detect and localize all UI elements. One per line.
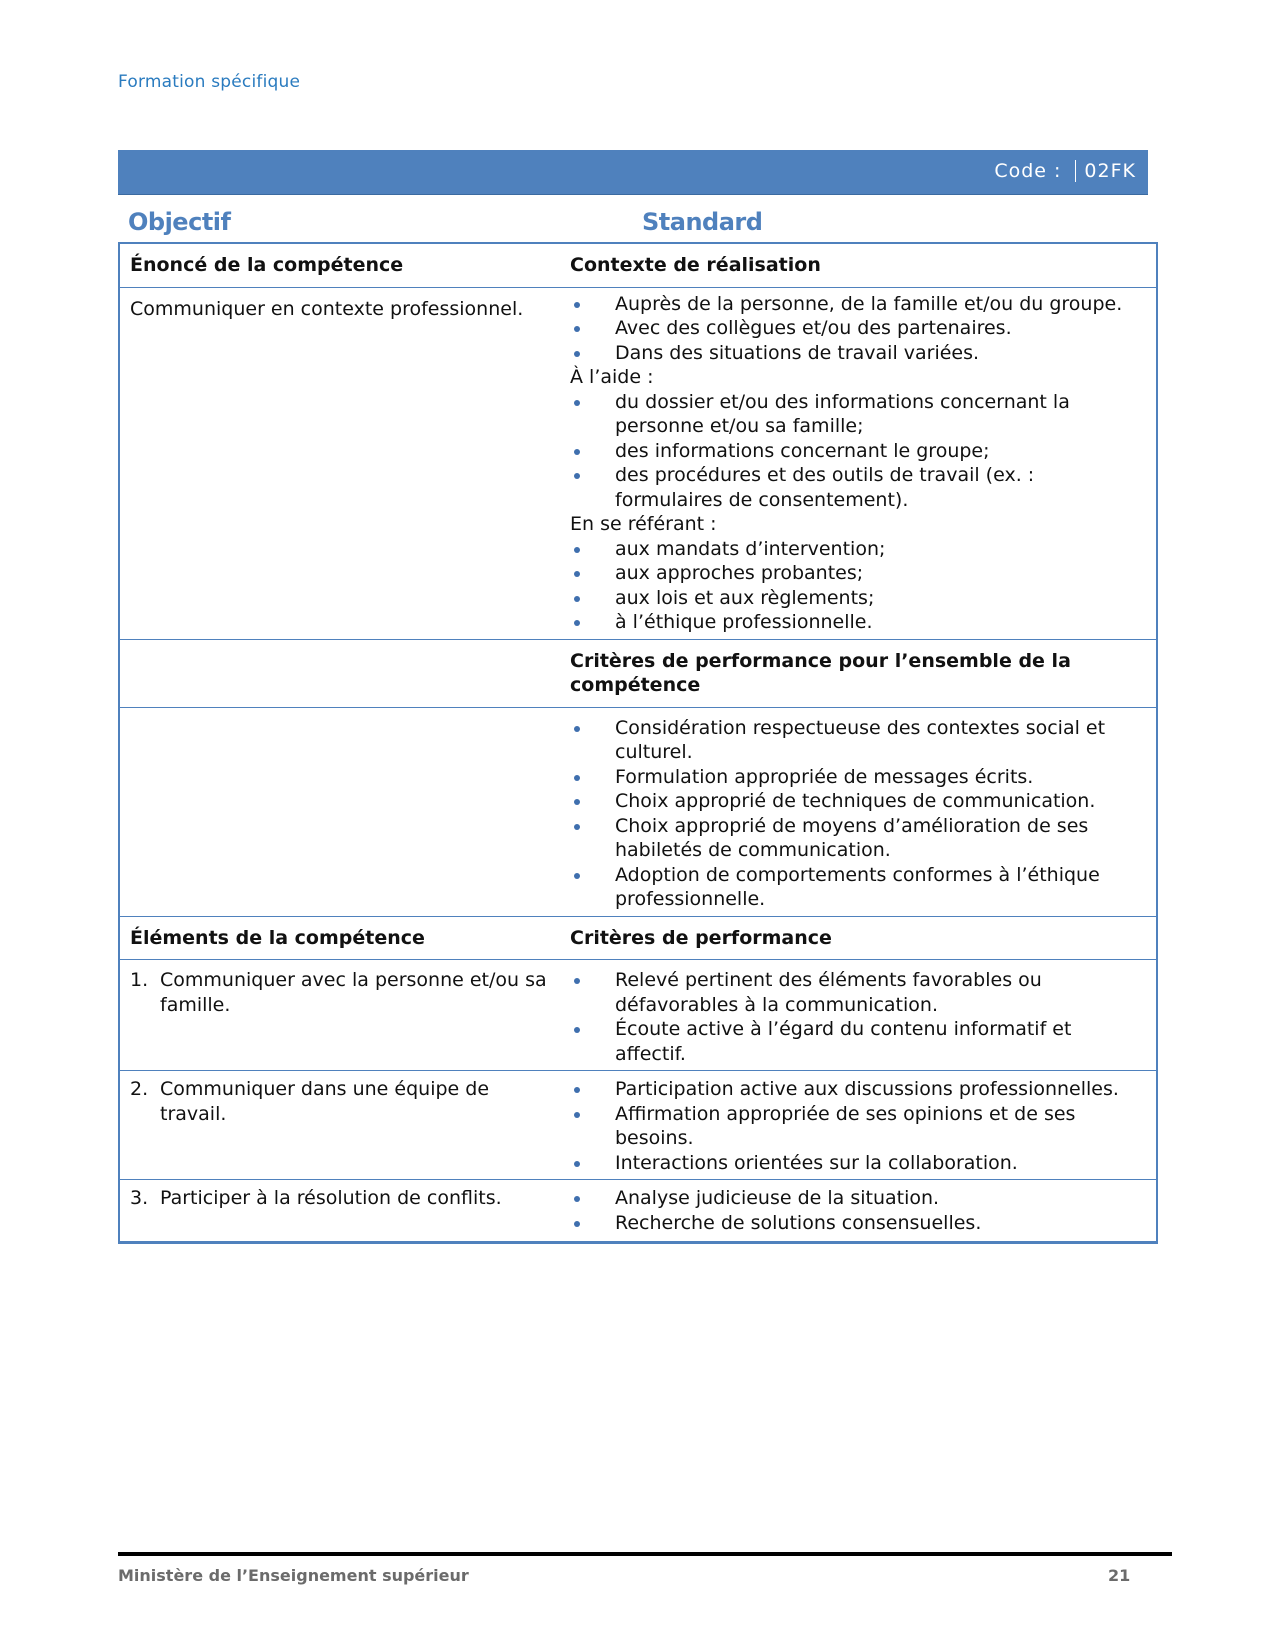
context-label-c: En se référant :	[570, 513, 717, 535]
page-number: 21	[1108, 1566, 1131, 1585]
element-list	[130, 968, 550, 1017]
element-item	[130, 1186, 550, 1211]
table-row	[119, 287, 1157, 639]
list-item: du dossier et/ou des informations concernant la personne et/ou sa famille;	[570, 390, 1146, 439]
competency-statement: Communiquer en contexte professionnel.	[119, 287, 560, 639]
overall-criteria-list	[570, 716, 1146, 912]
empty-cell	[119, 707, 560, 916]
element-text: Participer à la résolution de conflits.	[160, 1187, 502, 1209]
section-headings	[118, 208, 1158, 242]
context-list-b	[570, 390, 1146, 513]
context-cell	[560, 287, 1157, 639]
list-item: aux approches probantes;	[570, 561, 1146, 586]
element-list	[130, 1077, 550, 1126]
list-item: Affirmation appropriée de ses opinions et de ses besoins.	[570, 1102, 1146, 1151]
list-item: Adoption de comportements conformes à l’éthique professionnelle.	[570, 863, 1146, 912]
statement-header: Énoncé de la compétence	[119, 243, 560, 287]
list-item: Recherche de solutions consensuelles.	[570, 1211, 1146, 1236]
list-item: Interactions orientées sur la collaboration.	[570, 1151, 1146, 1176]
list-item: Participation active aux discussions professionnelles.	[570, 1077, 1146, 1102]
code-value: 02FK	[1075, 160, 1136, 182]
element-number: 2.	[130, 1078, 149, 1100]
list-item: des informations concernant le groupe;	[570, 439, 1146, 464]
table-header-row	[119, 243, 1157, 287]
context-header: Contexte de réalisation	[560, 243, 1157, 287]
element-criteria-list	[570, 1186, 1146, 1235]
list-item: Analyse judicieuse de la situation.	[570, 1186, 1146, 1211]
list-item: Choix approprié de techniques de communication.	[570, 789, 1146, 814]
list-item: Formulation appropriée de messages écrits.	[570, 765, 1146, 790]
running-header-title: Formation spécifique	[118, 72, 301, 92]
competency-table	[118, 242, 1158, 1244]
element-text: Communiquer avec la personne et/ou sa famille.	[160, 969, 547, 1016]
table-row	[119, 1180, 1157, 1243]
code-field	[994, 160, 1136, 182]
list-item: Avec des collègues et/ou des partenaires.	[570, 316, 1146, 341]
element-number: 3.	[130, 1187, 149, 1209]
objective-heading: Objectif	[128, 208, 231, 236]
element-criteria-cell	[560, 1071, 1157, 1180]
list-item: Relevé pertinent des éléments favorables ou défavorables à la communication.	[570, 968, 1146, 1017]
element-cell	[119, 960, 560, 1071]
list-item: Dans des situations de travail variées.	[570, 341, 1146, 366]
list-item: à l’éthique professionnelle.	[570, 610, 1146, 635]
code-label: Code :	[994, 160, 1062, 182]
table-header-row	[119, 916, 1157, 960]
element-criteria-list	[570, 968, 1146, 1066]
overall-criteria-cell	[560, 707, 1157, 916]
list-item: Écoute active à l’égard du contenu informatif et affectif.	[570, 1017, 1146, 1066]
list-item: Considération respectueuse des contextes social et culturel.	[570, 716, 1146, 765]
list-item: aux mandats d’intervention;	[570, 537, 1146, 562]
element-list	[130, 1186, 550, 1211]
table-header-row	[119, 639, 1157, 707]
element-cell	[119, 1180, 560, 1243]
empty-cell	[119, 639, 560, 707]
standard-heading: Standard	[642, 208, 763, 236]
element-item	[130, 1077, 550, 1126]
list-item: Auprès de la personne, de la famille et/ou du groupe.	[570, 292, 1146, 317]
elements-header: Éléments de la compétence	[119, 916, 560, 960]
criteria-header: Critères de performance	[560, 916, 1157, 960]
overall-criteria-header: Critères de performance pour l’ensemble de la compétence	[560, 639, 1157, 707]
context-list-a	[570, 292, 1146, 366]
context-label-b: À l’aide :	[570, 366, 654, 388]
element-cell	[119, 1071, 560, 1180]
table-row	[119, 707, 1157, 916]
element-item	[130, 968, 550, 1017]
element-criteria-cell	[560, 1180, 1157, 1243]
list-item: Choix approprié de moyens d’amélioration de ses habiletés de communication.	[570, 814, 1146, 863]
table-row	[119, 960, 1157, 1071]
element-text: Communiquer dans une équipe de travail.	[160, 1078, 490, 1125]
table-row	[119, 1071, 1157, 1180]
element-criteria-list	[570, 1077, 1146, 1175]
list-item: aux lois et aux règlements;	[570, 586, 1146, 611]
footer-publisher: Ministère de l’Enseignement supérieur	[118, 1566, 469, 1585]
context-list-c	[570, 537, 1146, 635]
element-number: 1.	[130, 969, 149, 991]
code-banner	[118, 150, 1148, 195]
list-item: des procédures et des outils de travail (ex. : formulaires de consentement).	[570, 463, 1146, 512]
footer-divider	[118, 1552, 1172, 1556]
element-criteria-cell	[560, 960, 1157, 1071]
